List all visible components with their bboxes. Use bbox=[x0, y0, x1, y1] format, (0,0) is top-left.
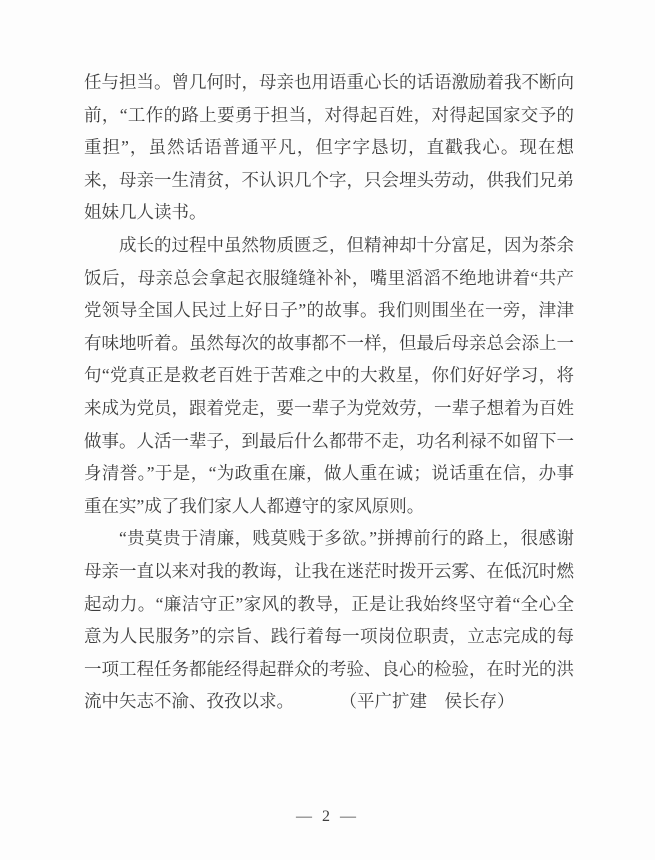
document-body bbox=[84, 66, 574, 718]
paragraph-continuation: 任与担当。曾几何时，母亲也用语重心长的话语激励着我不断向前，“工作的路上要勇于担当，对得起百姓，对得起国家交予的重担”，虽然话语普通平凡，但字字恳切，直戳我心。现在想来，母亲一生清贫，不认识几个字，只会埋头劳动，供我们兄弟姐妹几人读书。 bbox=[84, 72, 574, 223]
paragraph-closing bbox=[84, 522, 574, 718]
page-footer bbox=[0, 808, 655, 826]
page-number: — 2 — bbox=[296, 808, 359, 825]
paragraph-closing-text: “贵莫贵于清廉，贱莫贱于多欲。”拼搏前行的路上，很感谢母亲一直以来对我的教诲，让我在迷茫时拨开云雾、在低沉时燃起动力。“廉洁守正”家风的教导，正是让我始终坚守着“全心全意为人民服务”的宗旨、践行着每一项岗位职责，立志完成的每一项工程任务都能经得起群众的考验、良心的检验，在时光的洪流中矢志不渝、孜孜以求。 bbox=[84, 528, 574, 712]
paragraph-family-story: 成长的过程中虽然物质匮乏，但精神却十分富足，因为茶余饭后，母亲总会拿起衣服缝缝补补，嘴里滔滔不绝地讲着“共产党领导全国人民过上好日子”的故事。我们则围坐在一旁，津津有味地听着。虽然每次的故事都不一样，但最后母亲总会添上一句“党真正是救老百姓于苦难之中的大救星，你们好好学习，将来成为党员，跟着党走，要一辈子为党效劳，一辈子想着为百姓做事。人活一辈子，到最后什么都带不走，功名利禄不如留下一身清誉。”于是，“为政重在廉，做人重在诚；说话重在信，办事重在实”成了我们家人人都遵守的家风原则。 bbox=[84, 234, 574, 516]
author-attribution: （平广扩建 侯长存） bbox=[348, 691, 515, 712]
